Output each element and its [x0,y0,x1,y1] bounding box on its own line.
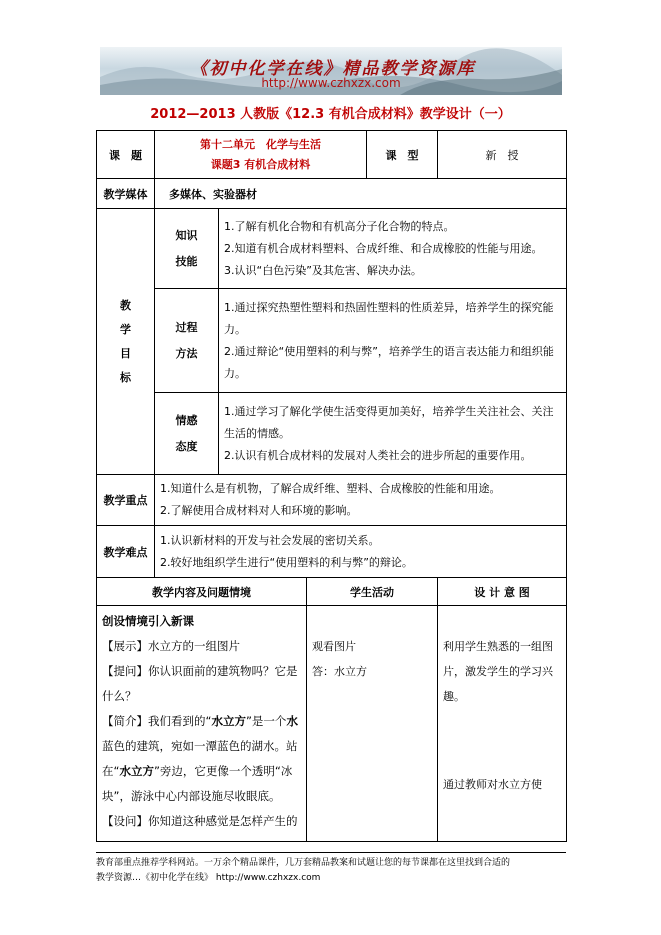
show-tag: 【展示】 [102,639,148,653]
process-item: 2.通过辩论“使用塑料的利与弊”，培养学生的语言表达能力和组织能力。 [224,344,554,380]
key-label: 教学重点 [97,475,155,526]
footer-line: 教育部重点推荐学科网站。一万余个精品课件，几万套精品教案和试题让您的每节课都在这里找到合适的 [96,858,511,868]
row-headers [97,578,567,606]
process-item: 1.通过探究热塑性塑料和热固性塑料的性质差异，培养学生的探究能力。 [224,300,554,336]
lesson-label: 课 题 [97,131,155,179]
row-media [97,179,567,209]
emotion-label-line: 情感 [175,413,198,427]
goals-label-char: 教 [120,298,131,312]
knowledge-item: 2.知道有机合成材料塑料、合成纤维、和合成橡胶的性能与用途。 [224,241,543,255]
ask-tag: 【提问】 [102,664,148,678]
emotion-item: 2.认识有机合成材料的发展对人类社会的进步所起的重要作用。 [224,448,532,462]
page-title: 2012—2013 人教版《12.3 有机合成材料》教学设计（一） [150,107,511,122]
key-item: 1.知道什么是有机物，了解合成纤维、塑料、合成橡胶的性能和用途。 [160,482,501,495]
intent-text: 通过教师对水立方使 [443,778,543,791]
difficulty-label: 教学难点 [97,526,155,578]
emotion-label-line: 态度 [175,439,198,453]
difficulty-item: 1.认识新材料的开发与社会发展的密切关系。 [160,533,380,547]
content-intro [102,709,301,809]
process-label [155,289,219,393]
banner-url[interactable]: http://www.czhxzx.com [261,76,401,90]
knowledge-label-line: 知识 [175,228,198,242]
show-text: 水立方的一组图片 [148,639,240,653]
header-intent: 设 计 意 图 [438,578,567,606]
intro-tag: 【简介】 [102,714,148,728]
key-items [155,475,567,526]
emotion-item: 1.通过学习了解化学使生活变得更加美好，培养学生关注社会、关注生活的情感。 [224,404,554,440]
intro-text: 蓝色的建筑，宛如一潭蓝色的湖水。站在“ [102,739,298,778]
lesson-topic: 课题3 有机合成材料 [210,157,311,171]
activity-cell [307,606,438,842]
media-value: 多媒体、实验器材 [155,179,567,209]
knowledge-items [219,209,567,289]
knowledge-item: 1.了解有机化合物和有机高分子化合物的特点。 [224,219,455,233]
row-lesson [97,131,567,179]
row-emotion [97,393,567,475]
activity-line: 答：水立方 [312,665,367,678]
page-footer [96,852,566,886]
content-show [102,634,301,659]
difficulty-items [155,526,567,578]
process-label-line: 方法 [175,346,198,360]
goals-label-char: 标 [120,370,131,384]
content-question [102,809,301,834]
process-label-line: 过程 [175,320,198,334]
footer-line [96,871,566,886]
type-label: 课 型 [367,131,438,179]
intro-text: 我们看到的“ [148,714,212,728]
ask-text: 你认识面前的建筑物吗？它是什么？ [102,664,298,703]
footer-site-name: 教学资源…《初中化学在线》 [96,873,214,883]
lesson-value [155,131,367,179]
goals-label-char: 学 [120,322,131,336]
row-process [97,289,567,393]
content-section-title: 创设情境引入新课 [102,614,194,628]
key-item: 2.了解使用合成材料对人和环境的影响。 [160,504,358,517]
difficulty-item: 2.较好地组织学生进行“使用塑料的利与弊”的辩论。 [160,555,413,569]
goals-label-char: 目 [120,346,131,360]
media-label: 教学媒体 [97,179,155,209]
knowledge-label [155,209,219,289]
type-value: 新 授 [438,131,567,179]
row-content [97,606,567,842]
banner-title: 《初中化学在线》精品教学资源库 [190,59,476,79]
row-knowledge [97,209,567,289]
intro-text: ”旁边，它更像一个透明“冰块”，游泳中心内部设施尽收眼底。 [102,764,293,803]
row-difficulties [97,526,567,578]
emotion-label [155,393,219,475]
intro-emphasis: 水立方 [211,714,246,728]
intro-emphasis: 水 [286,714,298,728]
intro-emphasis: 水立方 [119,764,154,778]
process-items [219,289,567,393]
knowledge-label-line: 技能 [175,254,198,268]
content-ask [102,659,301,709]
knowledge-item: 3.认识“白色污染”及其危害、解决办法。 [224,263,422,277]
intro-text: ”是一个 [245,714,287,728]
goals-label [97,209,155,475]
header-content: 教学内容及问题情境 [97,578,307,606]
content-cell [97,606,307,842]
emotion-items [219,393,567,475]
footer-url[interactable]: http://www.czhxzx.com [215,873,321,883]
lesson-unit: 第十二单元 化学与生活 [200,137,322,151]
row-key-points [97,475,567,526]
activity-line: 观看图片 [312,640,356,653]
question-tag: 【设问】 [102,814,148,828]
site-banner [100,47,562,95]
intent-cell [438,606,567,842]
intent-text: 利用学生熟悉的一组图片，激发学生的学习兴趣。 [443,640,554,703]
lesson-plan-table [96,130,567,842]
question-text: 你知道这种感觉是怎样产生的 [148,814,298,828]
header-activity: 学生活动 [307,578,438,606]
